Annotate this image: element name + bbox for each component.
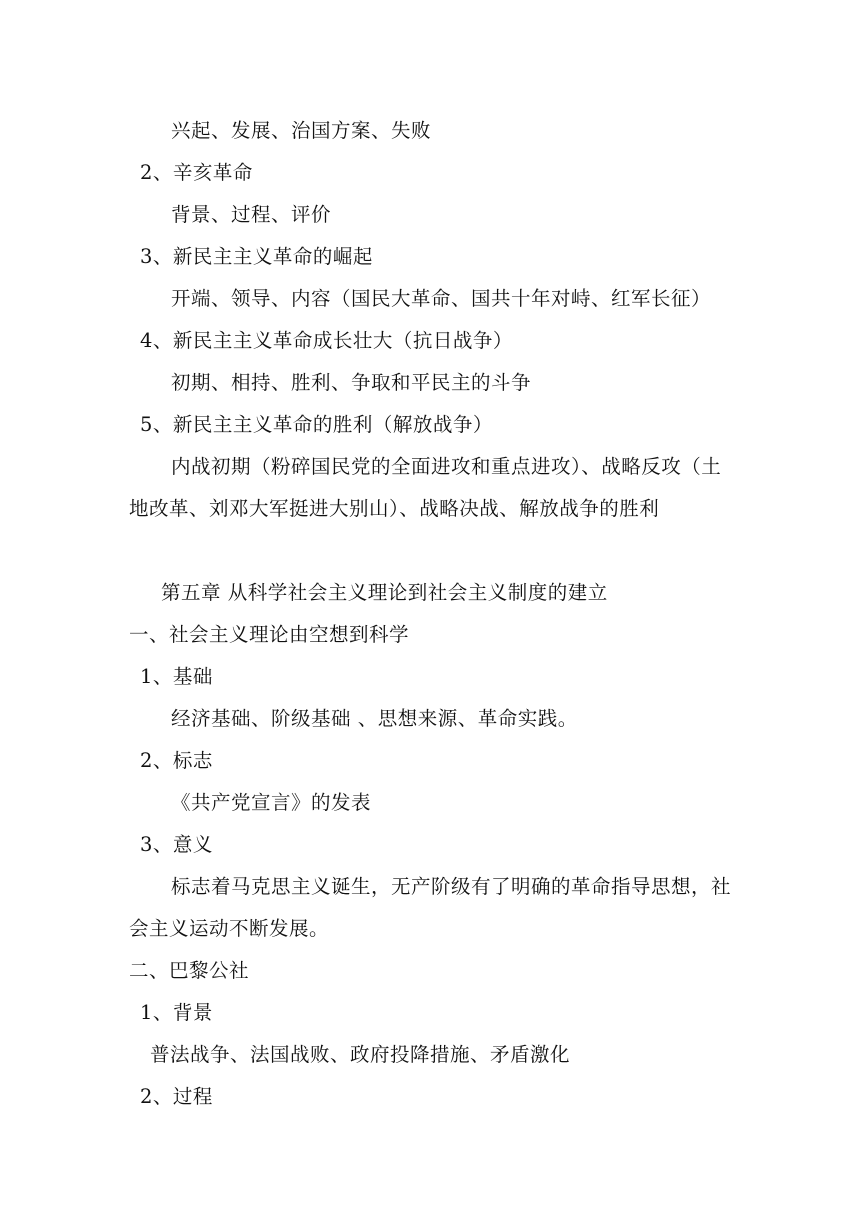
text-line: 普法战争、法国战败、政府投降措施、矛盾激化 <box>150 1043 571 1066</box>
section-heading: 3、意义 <box>140 833 213 856</box>
section-heading: 4、新民主主义革命成长壮大（抗日战争） <box>140 329 513 352</box>
text-line: 会主义运动不断发展。 <box>129 917 330 940</box>
text-line: 兴起、发展、治国方案、失败 <box>171 119 432 142</box>
section-heading: 1、背景 <box>140 1001 213 1024</box>
text-line: 经济基础、阶级基础 、思想来源、革命实践。 <box>171 707 578 730</box>
text-line: 初期、相持、胜利、争取和平民主的斗争 <box>171 371 532 394</box>
section-heading: 3、新民主主义革命的崛起 <box>140 245 373 268</box>
chapter-title: 第五章 从科学社会主义理论到社会主义制度的建立 <box>161 581 608 604</box>
text-line: 背景、过程、评价 <box>171 203 332 226</box>
section-heading: 2、标志 <box>140 749 213 772</box>
section-heading: 2、过程 <box>140 1085 213 1108</box>
text-line: 地改革、刘邓大军挺进大别山）、战略决战、解放战争的胜利 <box>129 497 660 520</box>
section-heading: 二、巴黎公社 <box>129 959 250 982</box>
section-heading: 一、社会主义理论由空想到科学 <box>129 623 410 646</box>
section-heading: 2、辛亥革命 <box>140 161 253 184</box>
text-line: 标志着马克思主义诞生，无产阶级有了明确的革命指导思想，社 <box>171 875 732 898</box>
section-heading: 1、基础 <box>140 665 213 688</box>
text-line: 《共产党宣言》的发表 <box>171 791 372 814</box>
text-line: 内战初期（粉碎国民党的全面进攻和重点进攻）、战略反攻（土 <box>171 455 722 478</box>
text-line: 开端、领导、内容（国民大革命、国共十年对峙、红军长征） <box>171 287 712 310</box>
section-heading: 5、新民主主义革命的胜利（解放战争） <box>140 413 493 436</box>
